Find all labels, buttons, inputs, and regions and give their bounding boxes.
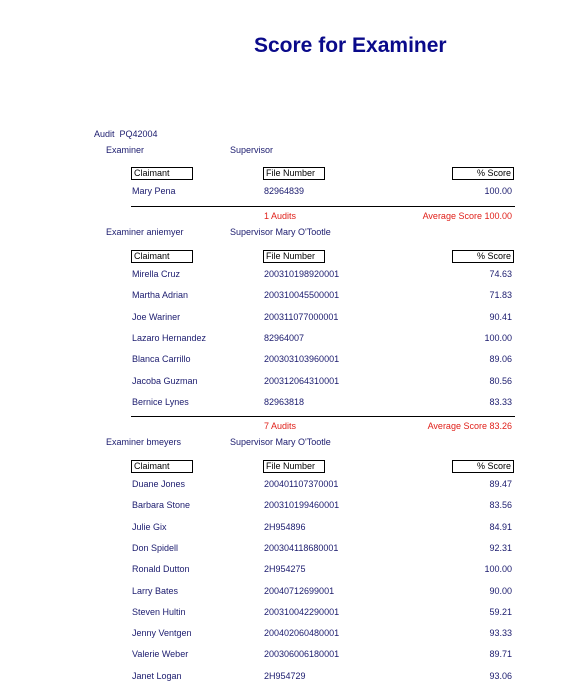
score-value: 84.91	[489, 522, 512, 532]
score-value: 80.56	[489, 376, 512, 386]
file-number: 200310042290001	[264, 607, 340, 617]
examiner-line: Examiner aniemyer	[106, 227, 184, 237]
average-score: Average Score 83.26	[427, 421, 512, 431]
audit-count: 7 Audits	[264, 421, 297, 431]
score-value: 93.06	[489, 671, 512, 681]
claimant-name: Valerie Weber	[132, 649, 189, 659]
claimant-name: Martha Adrian	[132, 290, 189, 300]
claimant-name: Duane Jones	[132, 479, 186, 489]
file-number: 200401107370001	[264, 479, 339, 489]
claimant-name: Jenny Ventgen	[132, 628, 192, 638]
group-divider	[131, 206, 515, 207]
file-number: 20040712699001	[264, 586, 335, 596]
claimant-name: Mirella Cruz	[132, 269, 181, 279]
supervisor-line: Supervisor Mary O'Tootle	[230, 437, 331, 447]
audit-count: 1 Audits	[264, 211, 297, 221]
supervisor-line: Supervisor	[230, 145, 274, 155]
claimant-name: Janet Logan	[132, 671, 182, 681]
score-value: 92.31	[489, 543, 512, 553]
file-number: 82964839	[264, 186, 305, 196]
examiner-line: Examiner	[106, 145, 145, 155]
claimant-name: Jacoba Guzman	[132, 376, 198, 386]
score-value: 59.21	[489, 607, 512, 617]
claimant-column-header: Claimant	[131, 460, 193, 473]
audit-line	[94, 129, 158, 140]
claimant-name: Joe Wariner	[132, 312, 181, 322]
score-value: 83.56	[489, 500, 512, 510]
file-number: 200310045500001	[264, 290, 340, 300]
claimant-name: Mary Pena	[132, 186, 176, 196]
claimant-name: Larry Bates	[132, 586, 179, 596]
file-number: 2H954729	[264, 671, 306, 681]
score-value: 90.41	[489, 312, 512, 322]
score-value: 74.63	[489, 269, 512, 279]
file-number: 82963818	[264, 397, 305, 407]
file-number: 200311077000001	[264, 312, 339, 322]
claimant-name: Barbara Stone	[132, 500, 191, 510]
score-column-header: % Score	[452, 250, 514, 263]
score-value: 93.33	[489, 628, 512, 638]
average-score: Average Score 100.00	[422, 211, 512, 221]
claimant-name: Lazaro Hernandez	[132, 333, 207, 343]
file-number: 200310198920001	[264, 269, 340, 279]
claimant-name: Bernice Lynes	[132, 397, 189, 407]
file-number: 200312064310001	[264, 376, 340, 386]
score-value: 83.33	[489, 397, 512, 407]
file-number: 82964007	[264, 333, 305, 343]
group-divider	[131, 416, 515, 417]
score-value: 100.00	[484, 333, 512, 343]
score-value: 89.71	[489, 649, 512, 659]
file-number-column-header: File Number	[263, 167, 325, 180]
claimant-name: Julie Gix	[132, 522, 167, 532]
file-number: 2H954896	[264, 522, 306, 532]
score-value: 100.00	[484, 564, 512, 574]
audit-value: PQ42004	[119, 129, 158, 139]
claimant-column-header: Claimant	[131, 167, 193, 180]
score-value: 89.06	[489, 354, 512, 364]
supervisor-line: Supervisor Mary O'Tootle	[230, 227, 331, 237]
examiner-line: Examiner bmeyers	[106, 437, 182, 447]
file-number: 200402060480001	[264, 628, 340, 638]
score-column-header: % Score	[452, 460, 514, 473]
score-value: 89.47	[489, 479, 512, 489]
score-value: 100.00	[484, 186, 512, 196]
claimant-name: Don Spidell	[132, 543, 179, 553]
claimant-column-header: Claimant	[131, 250, 193, 263]
file-number-column-header: File Number	[263, 460, 325, 473]
claimant-name: Ronald Dutton	[132, 564, 190, 574]
score-column-header: % Score	[452, 167, 514, 180]
file-number-column-header: File Number	[263, 250, 325, 263]
score-value: 90.00	[489, 586, 512, 596]
file-number: 200304118680001	[264, 543, 339, 553]
audit-label: Audit	[94, 129, 115, 139]
file-number: 200303103960001	[264, 354, 340, 364]
file-number: 2H954275	[264, 564, 306, 574]
file-number: 200306006180001	[264, 649, 340, 659]
claimant-name: Blanca Carrillo	[132, 354, 191, 364]
score-value: 71.83	[489, 290, 512, 300]
file-number: 200310199460001	[264, 500, 340, 510]
claimant-name: Steven Hultin	[132, 607, 186, 617]
report-title: Score for Examiner	[254, 34, 447, 57]
